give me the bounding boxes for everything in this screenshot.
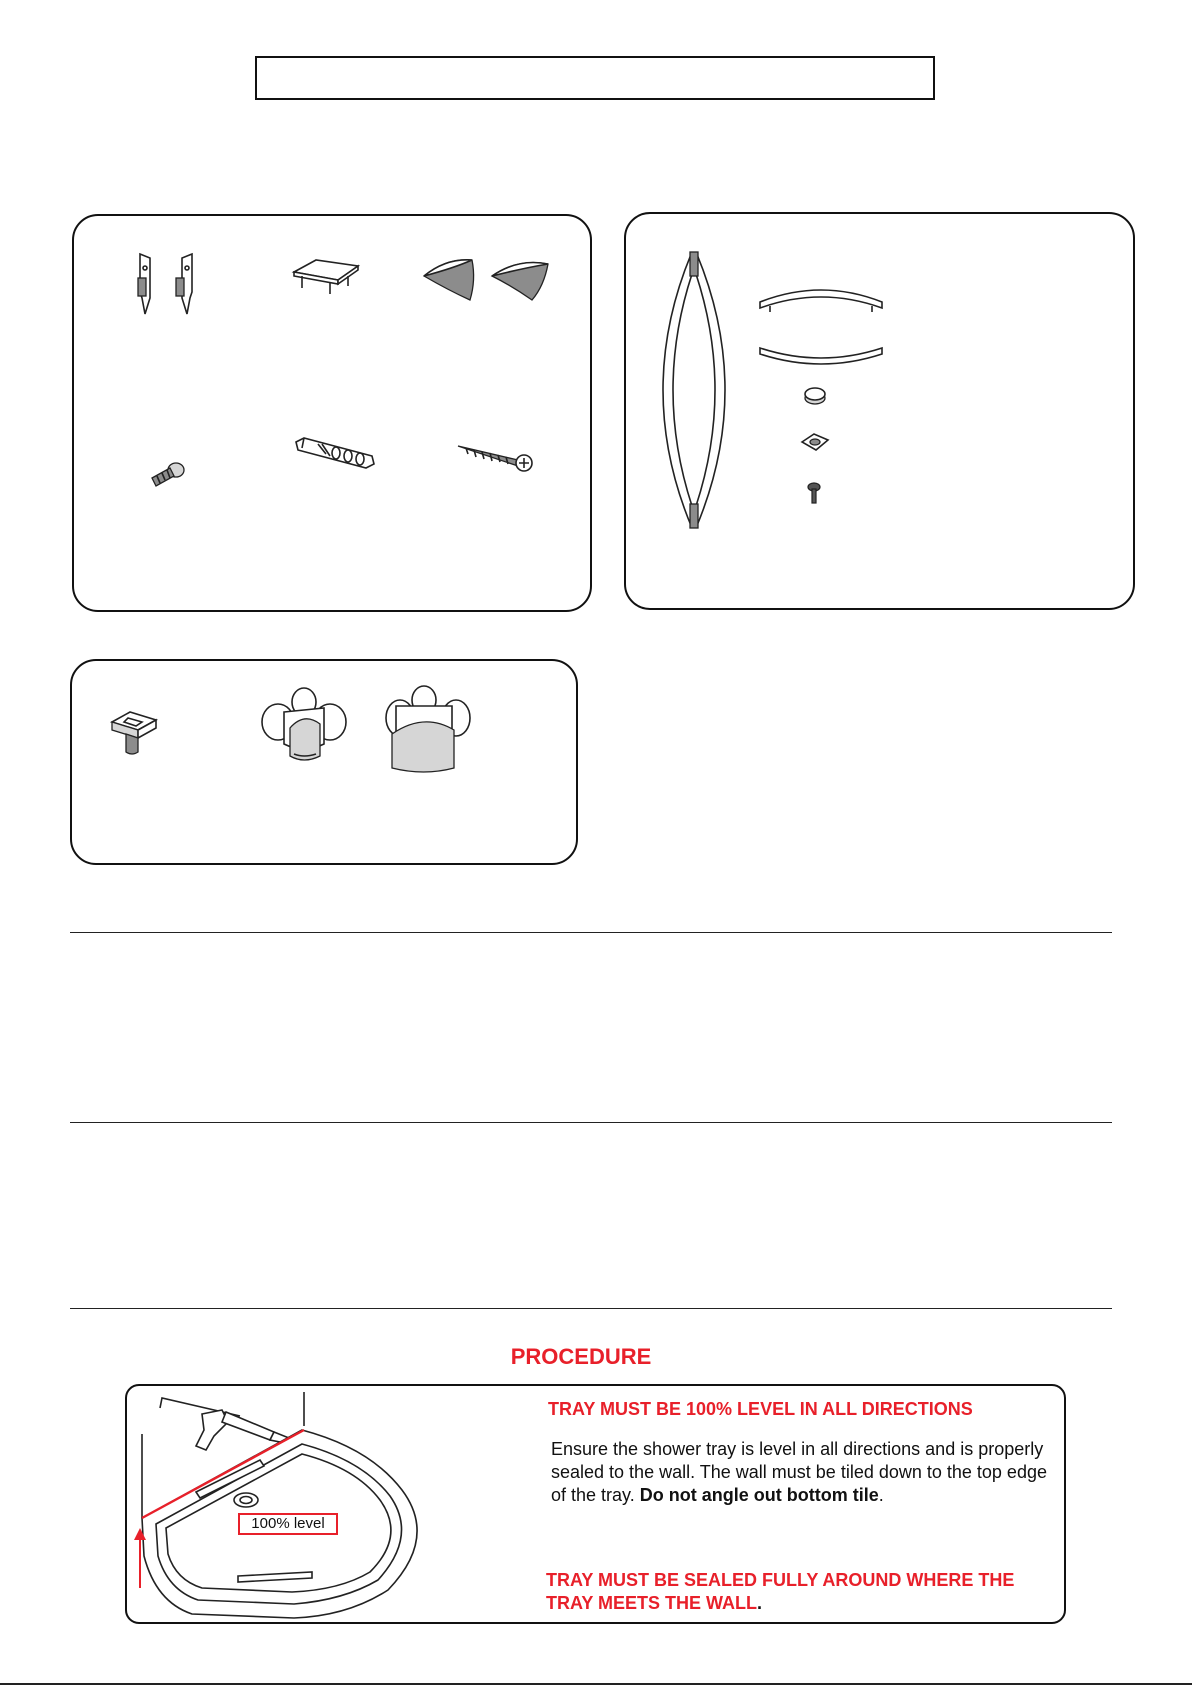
seal-warning-tail: . [757, 1593, 763, 1613]
instructions-bold: Do not angle out bottom tile [639, 1485, 879, 1505]
divider-line [70, 1122, 1112, 1123]
procedure-heading: PROCEDURE [510, 1344, 652, 1369]
shower-tray-illustration [126, 1386, 526, 1622]
title-box [255, 56, 935, 100]
seal-warning-line1: TRAY MUST BE SEALED FULLY AROUND WHERE THE [546, 1570, 1015, 1590]
divider-line [70, 932, 1112, 933]
instructions-tail: . [878, 1485, 884, 1505]
square-washer-icon [800, 432, 830, 454]
small-screw-icon [806, 482, 822, 506]
level-label: 100% level [238, 1513, 338, 1535]
seal-warning [546, 1569, 1066, 1615]
short-screw-icon [148, 458, 188, 490]
level-warning: TRAY MUST BE 100% LEVEL IN ALL DIRECTIONS [548, 1399, 973, 1419]
long-screw-icon [456, 440, 536, 474]
arc-rail-bottom-icon [758, 344, 884, 370]
instructions-main: Ensure the shower tray is level in all directions and is properly sealed to the wall. The wall must be tiled down to the top edge of the tray. [551, 1439, 1047, 1505]
divider-line [70, 1308, 1112, 1309]
round-cap-icon [802, 386, 828, 406]
roller-right-icon [382, 684, 474, 780]
wall-bracket-pair-icon [136, 252, 196, 322]
corner-cap-pair-icon [420, 256, 560, 306]
wall-plug-icon [292, 436, 378, 472]
curved-handle-icon [648, 248, 740, 532]
arc-rail-top-icon [758, 284, 884, 312]
glass-clip-icon [108, 708, 160, 764]
roller-left-icon [258, 684, 350, 776]
procedure-instructions [551, 1438, 1049, 1507]
seal-warning-line2: TRAY MEETS THE WALL [546, 1593, 758, 1613]
end-cap-icon [292, 254, 362, 304]
